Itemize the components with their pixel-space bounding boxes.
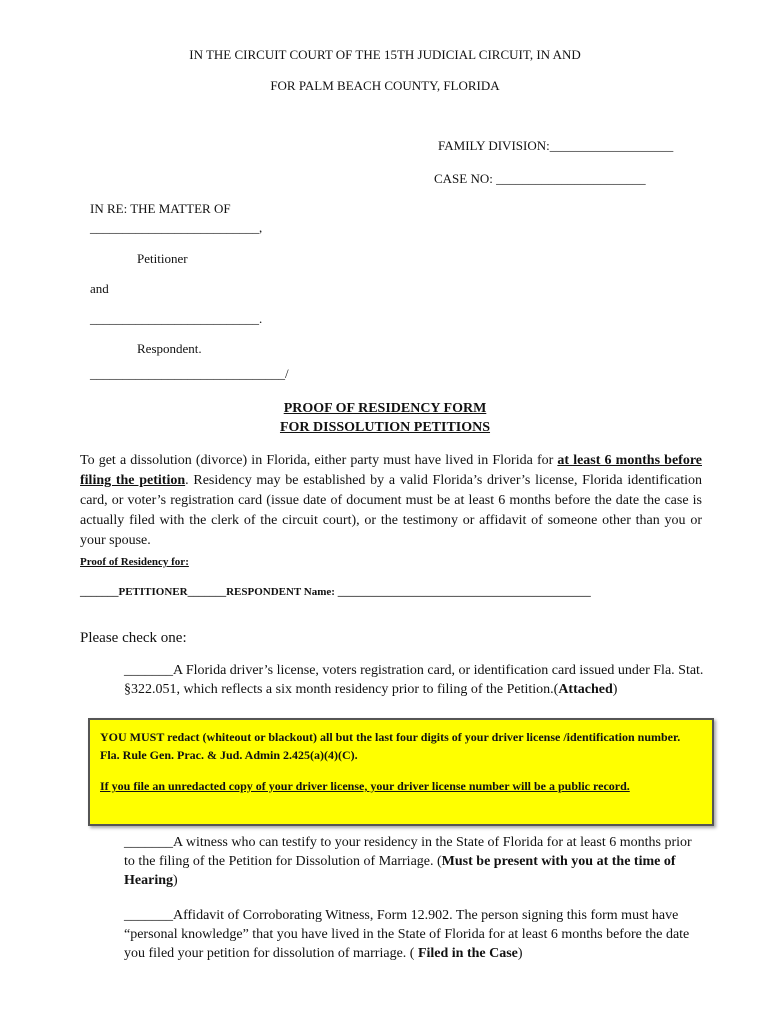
option-witness-tail: ) [173,873,178,888]
intro-text-rest: . Residency may be established by a valid Florida’s driver’s license, Florida identification card, or voter’s registration card (issue date of document must be at least 6 months before the date the case is actually filed with the clerk of the circuit court), or the testimony or affidavit of someone other than you or your spouse. [80,473,702,548]
option-license-tail: ) [612,682,618,697]
intro-emphasis: at least 6 months before filing the petition [80,453,702,488]
proof-of-residency-label: Proof of Residency for: [80,556,189,568]
family-division-field: FAMILY DIVISION:___________________ [438,138,674,153]
respondent-label: Respondent. [137,341,202,356]
caption-closing-line: ______________________________/ [90,366,289,381]
please-check-heading: Please check one: [80,630,187,646]
option-license-attached: Attached [558,682,613,697]
petitioner-name-blank: __________________________, [90,220,263,235]
option-drivers-license [124,661,704,699]
option-witness [124,833,704,890]
option-affidavit-text: _______Affidavit of Corroborating Witness, Form 12.902. The person signing this form must have “personal knowledge” that you have lived in the State of Florida for at least 6 months before the date you filed your petition for dissolution of marriage. ( [124,908,690,961]
respondent-name-blank: __________________________. [90,311,263,326]
option-witness-bold: Must be present with you at the time of Hearing [124,854,676,888]
intro-paragraph [80,451,702,551]
and-label: and [90,281,109,296]
option-license-text: _______A Florida driver’s license, voters registration card, or identification card issued under Fla. Stat. §322.051, which reflects a six month residency prior to filing of the Petition.( [124,663,704,697]
case-number-field: CASE NO: _______________________ [434,171,646,186]
petitioner-respondent-name-line: _______PETITIONER_______RESPONDENT Name: ______________________________________________ [80,586,591,598]
form-title-line1: PROOF OF RESIDENCY FORM [283,401,487,416]
option-affidavit-tail: ) [517,946,523,961]
redaction-warning-box [88,718,714,826]
redaction-warning-text: YOU MUST redact (whiteout or blackout) all but the last four digits of your driver license /identification number. Fla. Rule Gen. Prac. & Jud. Admin 2.425(a)(4)(C). [100,730,681,762]
court-heading-line1: IN THE CIRCUIT COURT OF THE 15TH JUDICIAL CIRCUIT, IN AND [189,47,581,62]
option-affidavit [124,906,704,963]
form-title-line2: FOR DISSOLUTION PETITIONS [279,420,491,435]
court-heading-line2: FOR PALM BEACH COUNTY, FLORIDA [270,78,500,93]
unredacted-warning-text: If you file an unredacted copy of your driver license, your driver license number will be a public record. [100,779,630,793]
in-re-label: IN RE: THE MATTER OF [90,201,231,216]
petitioner-label: Petitioner [137,251,188,266]
option-affidavit-bold: Filed in the Case [417,946,518,961]
intro-text-start: To get a dissolution (divorce) in Florida, either party must have lived in Florida for [80,453,558,468]
option-witness-text: _______A witness who can testify to your residency in the State of Florida for at least 6 months prior to the filing of the Petition for Dissolution of Marriage. ( [124,835,692,869]
